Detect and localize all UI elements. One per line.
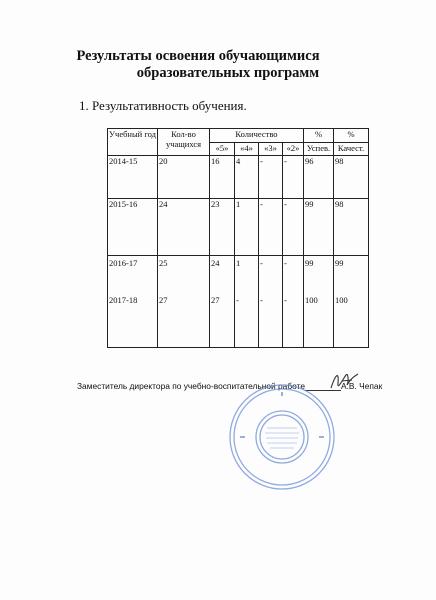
cell-kachestvo: 98 <box>334 199 369 256</box>
cell-year: 2014-15 <box>108 156 158 199</box>
cell-count <box>158 256 210 348</box>
cell-grade-5: 16 <box>210 156 235 199</box>
header-grade-4: «4» <box>235 142 259 156</box>
section-heading: 1. Результативность обучения. <box>79 98 247 113</box>
cell-grade-3-b: - <box>260 295 263 305</box>
cell-grade-3: - <box>259 156 283 199</box>
cell-grade-2: - <box>283 199 304 256</box>
cell-grade-4: 4 <box>235 156 259 199</box>
header-kachestvo: Качест. <box>334 142 369 156</box>
header-grade-2: «2» <box>283 142 304 156</box>
cell-year-a: 2016-17 <box>109 258 138 268</box>
cell-grade-4 <box>235 256 259 348</box>
cell-count-b: 27 <box>159 295 168 305</box>
cell-grade-5-b: 27 <box>211 295 220 305</box>
table-row <box>108 256 369 348</box>
cell-kachestvo <box>334 256 369 348</box>
cell-kachestvo-b: 100 <box>335 295 348 305</box>
signer-name: А.В. Чепак <box>341 381 383 391</box>
header-uspevaemost: Успев. <box>304 142 334 156</box>
header-percent-2: % <box>334 129 369 143</box>
document-title-line1: Результаты освоения обучающимися <box>76 48 320 64</box>
header-grade-5: «5» <box>210 142 235 156</box>
cell-grade-5 <box>210 256 235 348</box>
cell-count: 24 <box>158 199 210 256</box>
cell-year: 2015-16 <box>108 199 158 256</box>
cell-count-a: 25 <box>159 258 168 268</box>
cell-uspevaemost-a: 99 <box>305 258 314 268</box>
cell-grade-4: 1 <box>235 199 259 256</box>
header-grade-3: «3» <box>259 142 283 156</box>
cell-uspevaemost: 99 <box>304 199 334 256</box>
cell-grade-3: - <box>259 199 283 256</box>
cell-grade-5-a: 24 <box>211 258 220 268</box>
table-row <box>108 156 369 199</box>
cell-grade-2: - <box>283 156 304 199</box>
header-count: Кол-во учащихся <box>158 129 210 156</box>
document-title-line2: образовательных программ <box>136 65 320 81</box>
cell-grade-4-b: - <box>236 295 239 305</box>
header-year: Учебный год <box>108 129 158 156</box>
cell-uspevaemost: 96 <box>304 156 334 199</box>
table-row <box>108 199 369 256</box>
cell-count: 20 <box>158 156 210 199</box>
cell-grade-3 <box>259 256 283 348</box>
cell-grade-5: 23 <box>210 199 235 256</box>
header-row-1 <box>108 129 369 143</box>
cell-year-b: 2017-18 <box>109 295 138 305</box>
cell-kachestvo: 98 <box>334 156 369 199</box>
cell-grade-2 <box>283 256 304 348</box>
cell-grade-4-a: 1 <box>236 258 241 268</box>
cell-uspevaemost-b: 100 <box>305 295 318 305</box>
header-quantity: Количество <box>210 129 304 143</box>
cell-uspevaemost <box>304 256 334 348</box>
signature-position: Заместитель директора по учебно-воспитательной работе <box>77 381 305 391</box>
cell-grade-2-b: - <box>284 295 287 305</box>
cell-grade-2-a: - <box>284 258 287 268</box>
cell-year <box>108 256 158 348</box>
official-stamp-seal <box>227 382 337 492</box>
cell-kachestvo-a: 99 <box>335 258 344 268</box>
results-table <box>107 128 369 348</box>
header-percent-1: % <box>304 129 334 143</box>
cell-grade-3-a: - <box>260 258 263 268</box>
